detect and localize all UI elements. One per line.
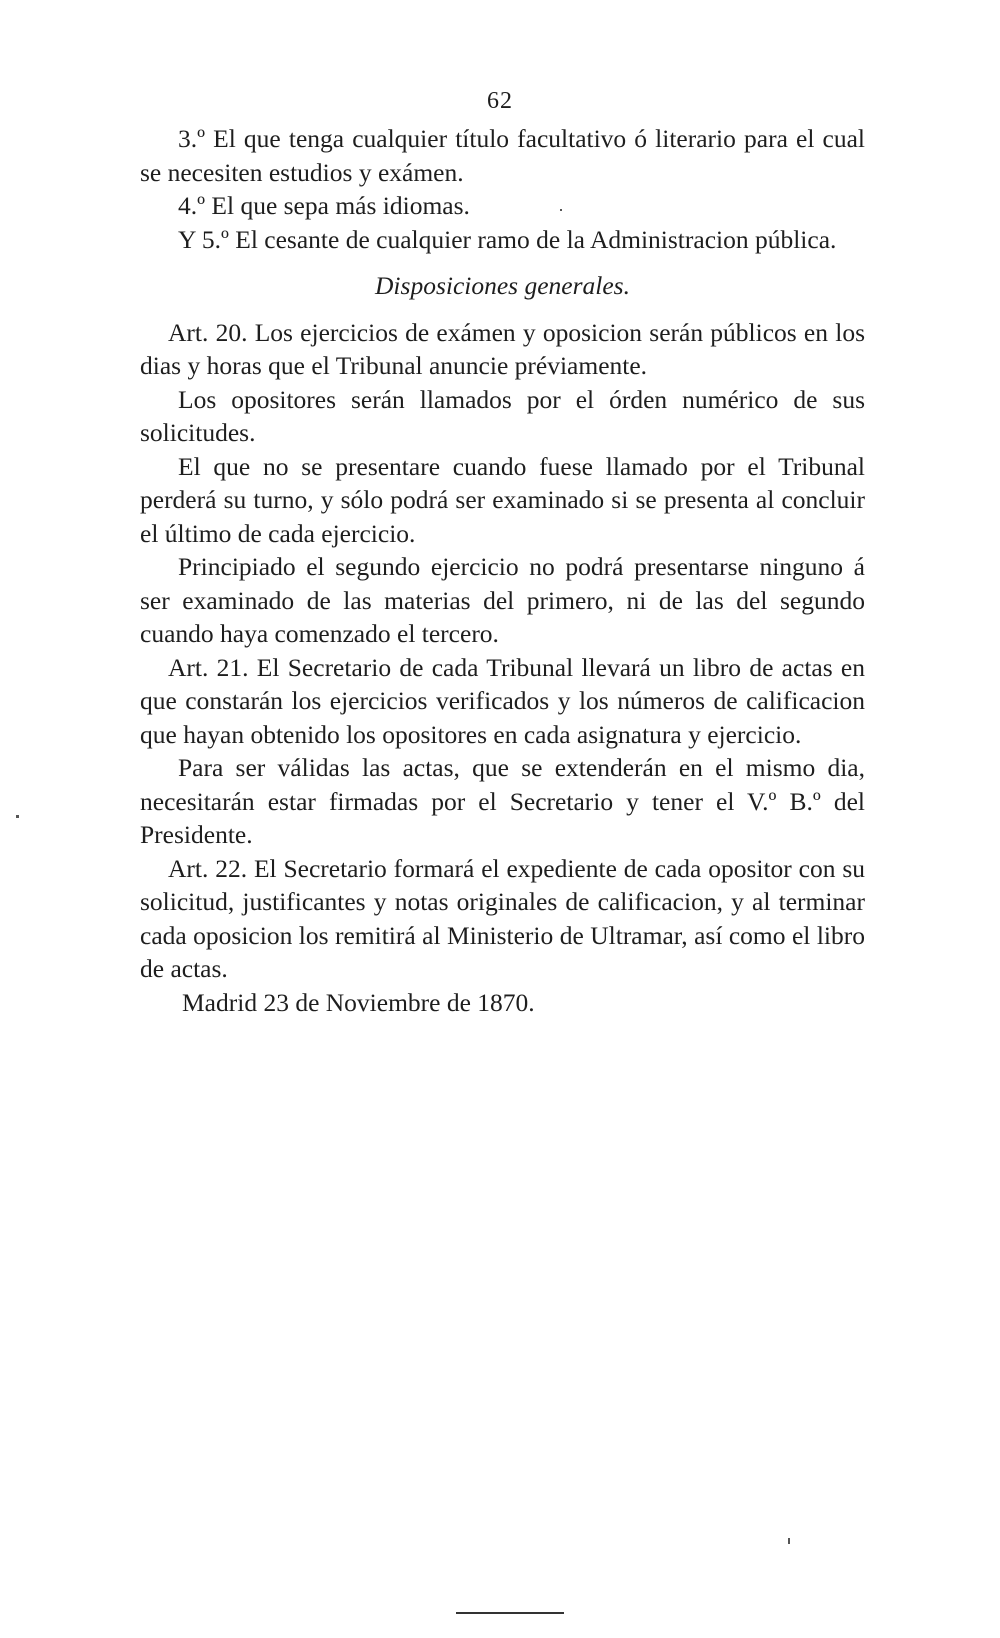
- article-22: Art. 22. El Secretario formará el expediente de cada opositor con su solicitud, justificantes y notas originales de calificacion, y al terminar cada oposicion los remitirá al Ministerio de Ultramar, así como el libro de actas.: [140, 853, 865, 983]
- end-divider-rule: [456, 1612, 564, 1614]
- section-heading: Disposiciones generales.: [375, 271, 630, 300]
- margin-speck: [788, 1538, 790, 1544]
- article-20-paragraph-3: El que no se presentare cuando fuese llamado por el Tribunal perderá su turno, y sólo podrá ser examinado si se presenta al concluir el último de cada ejercicio.: [140, 451, 865, 548]
- article-20-paragraph-4: Principiado el segundo ejercicio no podrá presentarse ninguno á ser examinado de las materias del primero, ni de las del segundo cuando haya comenzado el tercero.: [140, 552, 865, 648]
- article-20-paragraph-2: Los opositores serán llamados por el órden numérico de sus solicitudes.: [140, 384, 865, 447]
- page-number: 62: [487, 88, 513, 114]
- margin-speck: [16, 815, 19, 818]
- margin-speck: [560, 209, 562, 211]
- paragraph-item-5: Y 5.º El cesante de cualquier ramo de la Administracion pública.: [178, 224, 837, 254]
- body-text: [140, 122, 865, 1019]
- article-21-paragraph-2: Para ser válidas las actas, que se extenderán en el mismo dia, necesitarán estar firmadas por el Secretario y tener el V.º B.º del Presidente.: [140, 753, 865, 849]
- closing-date-line: Madrid 23 de Noviembre de 1870.: [182, 987, 535, 1017]
- article-20: Art. 20. Los ejercicios de exámen y oposicion serán públicos en los dias y horas que el Tribunal anuncie préviamente.: [140, 317, 865, 380]
- paragraph-item-4: 4.º El que sepa más idiomas.: [178, 191, 470, 220]
- article-21: Art. 21. El Secretario de cada Tribunal llevará un libro de actas en que constarán los ejercicios verificados y los números de calificacion que hayan obtenido los opositores en cada asignatura y ejercicio.: [140, 652, 865, 749]
- paragraph-item-3: 3.º El que tenga cualquier título facultativo ó literario para el cual se necesiten estudios y exámen.: [140, 124, 865, 187]
